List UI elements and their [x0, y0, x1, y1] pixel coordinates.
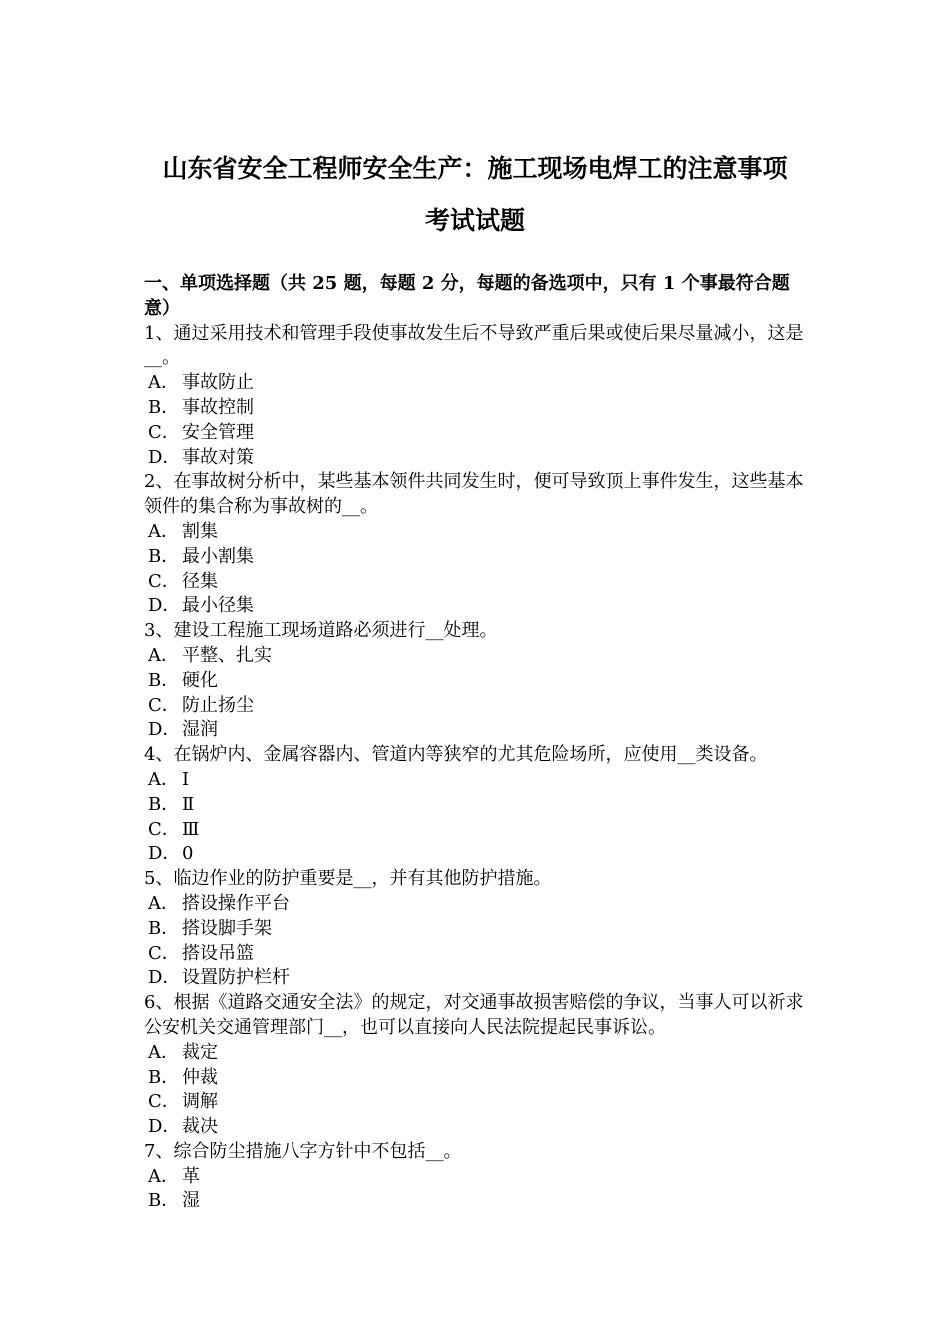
option-d — [144, 842, 810, 867]
question-4 — [144, 743, 810, 867]
option-a — [144, 371, 810, 396]
option-letter: D． — [148, 595, 181, 617]
option-letter: C． — [148, 694, 180, 716]
option-c — [144, 818, 810, 843]
option-letter: D． — [148, 719, 181, 741]
option-d — [144, 966, 810, 991]
option-text: 搭设吊篮 — [182, 942, 254, 964]
option-letter: B． — [148, 545, 180, 567]
question-2 — [144, 470, 810, 619]
option-c — [144, 942, 810, 967]
option-b — [144, 793, 810, 818]
question-text: 6、根据《道路交通安全法》的规定，对交通事故损害赔偿的争议，当事人可以祈求公安机关交通管理部门__，也可以直接向人民法院提起民事诉讼。 — [144, 992, 804, 1038]
option-c — [144, 570, 810, 595]
option-letter: B． — [148, 917, 180, 939]
option-a — [144, 644, 810, 669]
option-letter: C． — [148, 1091, 180, 1113]
option-text: 调解 — [182, 1091, 218, 1113]
option-letter: B． — [148, 396, 180, 418]
option-letter: A． — [148, 644, 179, 666]
option-a — [144, 1041, 810, 1066]
question-6 — [144, 991, 810, 1140]
option-c — [144, 421, 810, 446]
option-text: Ⅱ — [182, 793, 195, 815]
option-letter: A． — [148, 372, 179, 394]
option-letter: A． — [148, 1041, 179, 1063]
option-text: 设置防护栏杆 — [182, 967, 290, 989]
option-text: 0 — [182, 843, 194, 865]
option-letter: A． — [148, 520, 179, 542]
question-3 — [144, 619, 810, 743]
option-text: 搭设操作平台 — [182, 892, 290, 914]
option-b — [144, 669, 810, 694]
option-a — [144, 768, 810, 793]
question-7 — [144, 1140, 810, 1214]
option-b — [144, 1066, 810, 1091]
option-text: 最小径集 — [182, 595, 254, 617]
option-a — [144, 520, 810, 545]
option-letter: C． — [148, 421, 180, 443]
option-letter: D． — [148, 843, 181, 865]
document-title-line-1: 山东省安全工程师安全生产：施工现场电焊工的注意事项 — [162, 154, 788, 183]
option-text: 仲裁 — [182, 1066, 218, 1088]
option-text: 革 — [182, 1165, 200, 1187]
option-d — [144, 1115, 810, 1140]
option-letter: C． — [148, 570, 180, 592]
option-text: 湿 — [182, 1190, 200, 1212]
option-letter: B． — [148, 669, 180, 691]
option-text: 硬化 — [182, 669, 218, 691]
question-text: 3、建设工程施工现场道路必须进行__处理。 — [144, 620, 498, 642]
option-letter: B． — [148, 793, 180, 815]
option-text: 裁决 — [182, 1116, 218, 1138]
option-text: 径集 — [182, 570, 218, 592]
option-d — [144, 718, 810, 743]
option-c — [144, 1090, 810, 1115]
option-d — [144, 446, 810, 471]
option-letter: A． — [148, 1165, 179, 1187]
option-b — [144, 396, 810, 421]
option-text: 最小割集 — [182, 545, 254, 567]
question-text: 5、临边作业的防护重要是__，并有其他防护措施。 — [144, 868, 552, 890]
option-text: Ⅰ — [182, 768, 190, 790]
question-1 — [144, 322, 810, 471]
document-title-line-2: 考试试题 — [424, 206, 525, 235]
question-text: 4、在锅炉内、金属容器内、管道内等狭窄的尤其危险场所，应使用__类设备。 — [144, 744, 768, 766]
option-text: 事故防止 — [182, 372, 254, 394]
option-letter: D． — [148, 1116, 181, 1138]
question-5 — [144, 867, 810, 991]
option-text: 事故对策 — [182, 446, 254, 468]
option-letter: C． — [148, 942, 180, 964]
option-letter: A． — [148, 892, 179, 914]
option-b — [144, 545, 810, 570]
option-letter: B． — [148, 1066, 180, 1088]
option-b — [144, 1189, 810, 1214]
question-text: 2、在事故树分析中，某些基本领件共同发生时，便可导致顶上事件发生，这些基本领件的集合称为事故树的__。 — [144, 471, 804, 518]
option-text: 事故控制 — [182, 396, 254, 418]
option-letter: D． — [148, 446, 181, 468]
question-text: 7、综合防尘措施八字方针中不包括__。 — [144, 1140, 462, 1162]
option-a — [144, 1165, 810, 1190]
option-text: 防止扬尘 — [182, 694, 254, 716]
option-letter: A． — [148, 768, 179, 790]
option-text: 平整、扎实 — [182, 644, 272, 666]
question-text: 1、通过采用技术和管理手段使事故发生后不导致严重后果或使后果尽量减小，这是__。 — [144, 322, 804, 369]
option-letter: B． — [148, 1190, 180, 1212]
option-text: 湿润 — [182, 719, 218, 741]
option-c — [144, 694, 810, 719]
option-text: 裁定 — [182, 1041, 218, 1063]
document-body — [144, 272, 810, 1214]
option-letter: D． — [148, 967, 181, 989]
option-text: 割集 — [182, 520, 218, 542]
option-b — [144, 917, 810, 942]
option-text: 安全管理 — [182, 421, 254, 443]
option-text: 搭设脚手架 — [182, 917, 272, 939]
option-d — [144, 594, 810, 619]
option-a — [144, 892, 810, 917]
option-letter: C． — [148, 818, 180, 840]
option-text: Ⅲ — [182, 818, 200, 840]
section-heading: 一、单项选择题（共 25 题，每题 2 分，每题的备选项中，只有 1 个事最符合题意） — [144, 273, 790, 319]
